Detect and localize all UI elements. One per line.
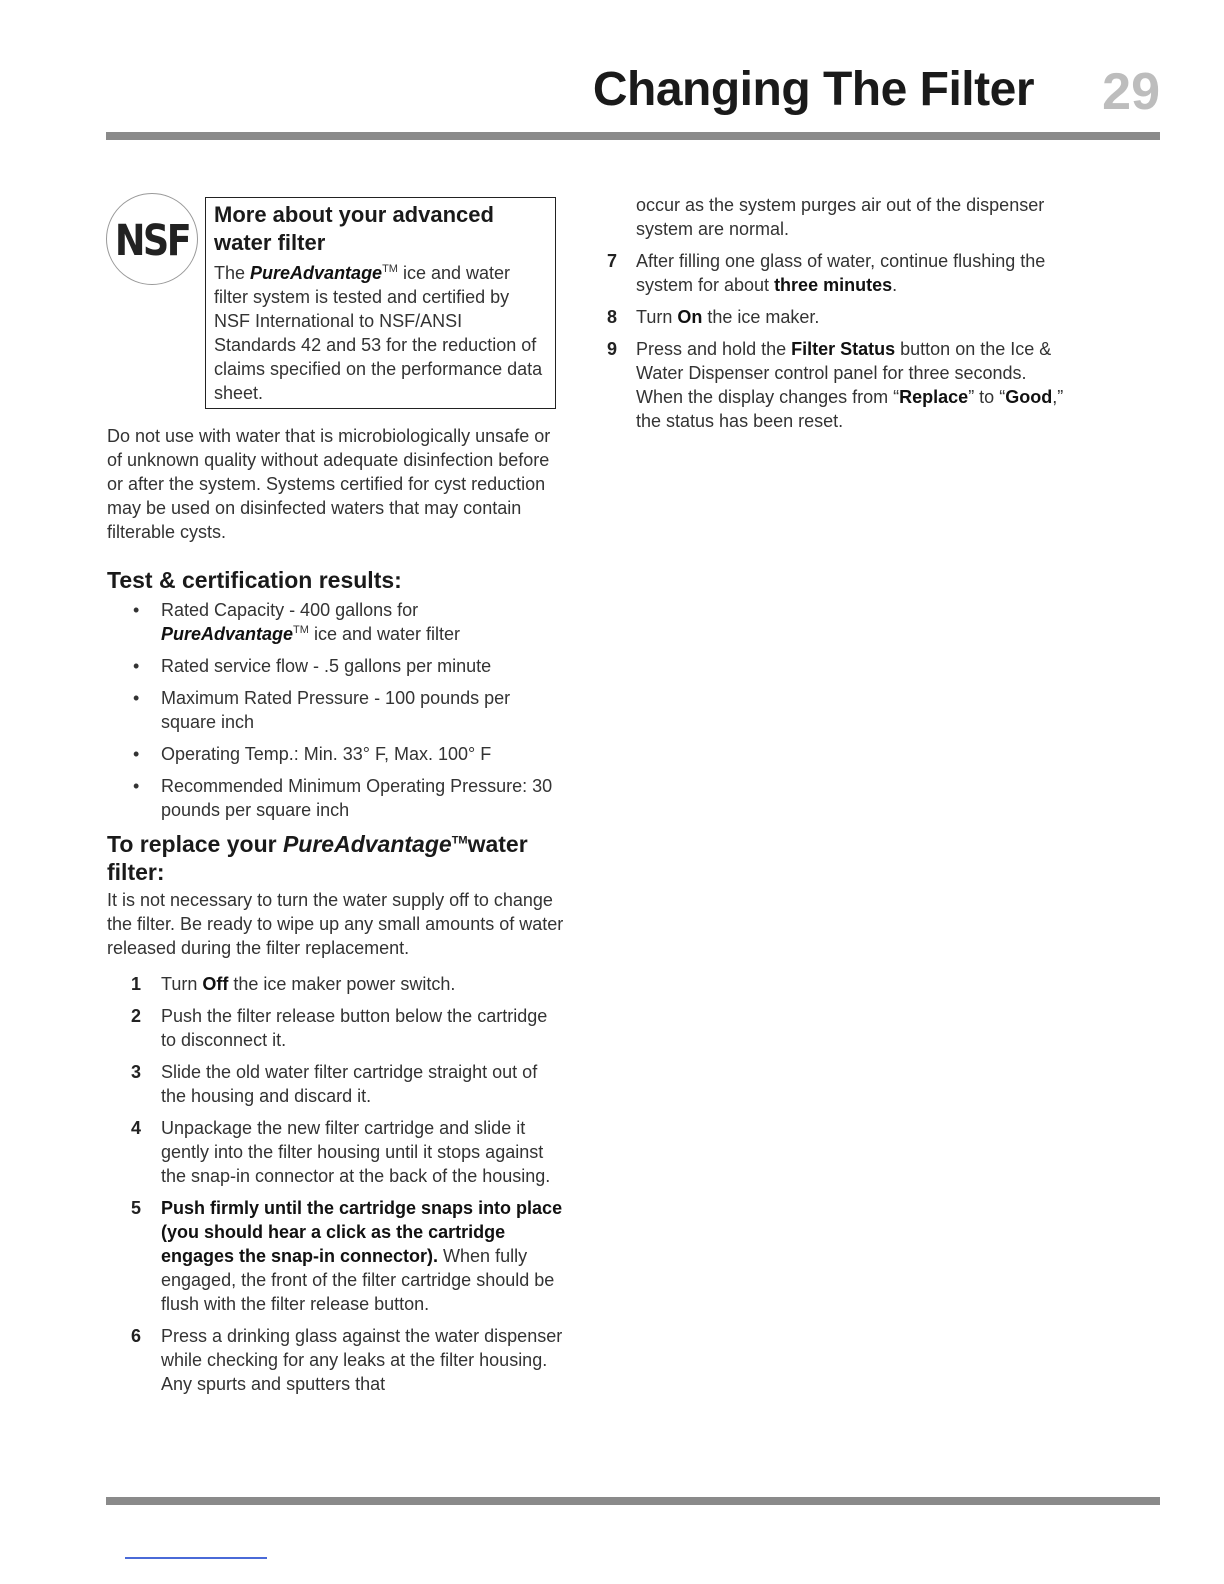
nsf-logo-text: NSF (114, 216, 190, 266)
step-item: 5 Push firmly until the cartridge snaps into place (you should hear a click as the cartridge engages the snap-in connector). When fully engaged, the front of the filter cartridge should be flush with the filter release button. (131, 1198, 563, 1314)
step-item: 6 Press a drinking glass against the water dispenser while checking for any leaks at the filter housing. Any spurts and sputters that (131, 1326, 563, 1394)
step-item: 2 Push the filter release button below the cartridge to disconnect it. (131, 1006, 548, 1050)
page-title: Changing The Filter (592, 63, 1034, 116)
replace-steps-continued (607, 249, 1067, 433)
callout-title: More about your advanced water filter (214, 202, 494, 255)
list-item: • Operating Temp.: Min. 33° F, Max. 100° F (107, 742, 567, 766)
replace-filter-heading: To replace your PureAdvantage™water filter: (107, 831, 528, 885)
nsf-logo (106, 193, 198, 285)
list-item: • Rated service flow - .5 gallons per minute (107, 654, 567, 678)
test-results-list (107, 598, 567, 822)
step-item: 3 Slide the old water filter cartridge straight out of the housing and discard it. (131, 1062, 538, 1106)
step-item: 4 Unpackage the new filter cartridge and slide it gently into the filter housing until it stops against the snap-in connector at the back of the housing. (131, 1118, 551, 1186)
warning-text: Do not use with water that is microbiologically unsafe or of unknown quality without adequate disinfection before or after the system. Systems certified for cyst reduction may be used on disinfected waters that may contain filterable cysts. (107, 426, 551, 542)
left-column (107, 424, 567, 1404)
header-divider (106, 132, 1160, 140)
step-item: 8 Turn On the ice maker. (607, 307, 820, 327)
replace-steps (107, 972, 567, 1396)
test-results-heading: Test & certification results: (107, 567, 402, 593)
list-item: • Recommended Minimum Operating Pressure: 30 pounds per square inch (107, 774, 567, 822)
callout-body: The PureAdvantage™ ice and water filter system is tested and certified by NSF International to NSF/ANSI Standards 42 and 53 for the reduction of claims specified on the performance data sheet. (214, 263, 543, 403)
footer-divider (106, 1497, 1160, 1505)
step-item: 9 Press and hold the Filter Status button on the Ice & Water Dispenser control panel for three seconds. When the display changes from “Replace” to “Good,” the status has been reset. (607, 339, 1064, 431)
replace-intro: It is not necessary to turn the water supply off to change the filter. Be ready to wipe up any small amounts of water released during the filter replacement. (107, 890, 564, 958)
list-item: • Maximum Rated Pressure - 100 pounds per square inch (107, 686, 567, 734)
page-number: 29 (1102, 63, 1160, 121)
filter-info-callout (205, 197, 556, 409)
link-underline[interactable] (125, 1557, 267, 1559)
right-column (607, 193, 1067, 441)
step-item: 1 Turn Off the ice maker power switch. (131, 974, 456, 994)
step-item: 7 After filling one glass of water, continue flushing the system for about three minutes. (607, 251, 1046, 295)
step-continuation: occur as the system purges air out of the dispenser system are normal. (636, 195, 1045, 239)
list-item: • Rated Capacity - 400 gallons for PureAdvantage™ ice and water filter (107, 598, 567, 646)
brand-name: PureAdvantage (250, 263, 383, 283)
